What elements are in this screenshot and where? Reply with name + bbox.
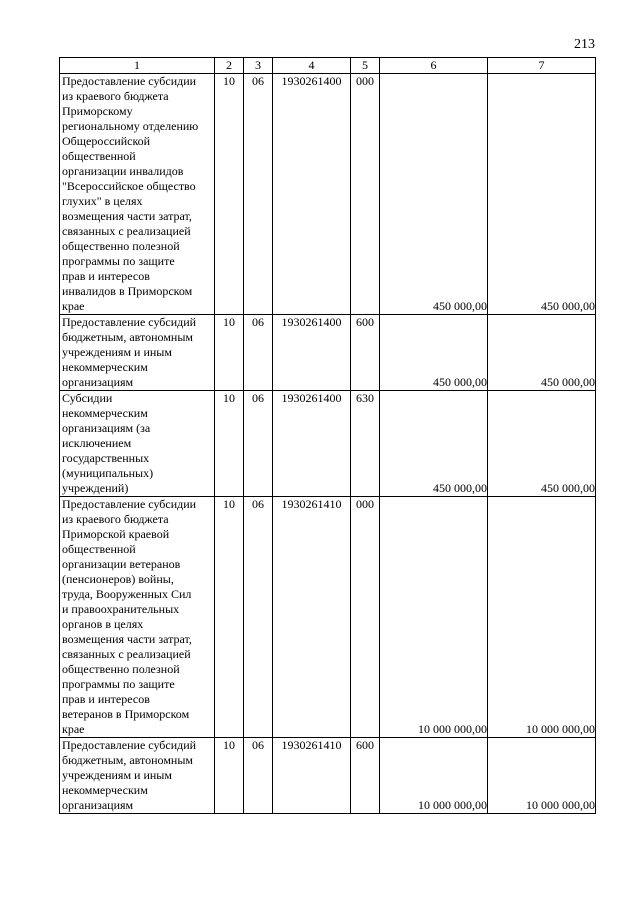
table-body — [60, 74, 596, 814]
expense-type-code: 630 — [351, 391, 380, 497]
description-line: (пенсионеров) войны, — [62, 572, 174, 586]
amount-col-6: 450 000,00 — [380, 315, 488, 391]
description-line: общественно полезной — [62, 239, 180, 253]
description-line: "Всероссийское общество — [62, 179, 196, 193]
description-line: Общероссийской — [62, 134, 151, 148]
description-line: Приморскому — [62, 104, 133, 118]
header-col-7: 7 — [488, 58, 596, 74]
table-row — [60, 74, 596, 315]
header-col-1: 1 — [60, 58, 215, 74]
description-line: из краевого бюджета — [62, 512, 169, 526]
header-col-5: 5 — [351, 58, 380, 74]
amount-col-7: 450 000,00 — [488, 74, 596, 315]
description-line: возмещения части затрат, — [62, 632, 192, 646]
amount-col-7: 10 000 000,00 — [488, 738, 596, 814]
page-number: 213 — [574, 37, 595, 52]
description-line: возмещения части затрат, — [62, 209, 192, 223]
description-line: Предоставление субсидии — [62, 74, 197, 88]
amount-col-6: 450 000,00 — [380, 391, 488, 497]
description-line: организациям (за — [62, 421, 151, 435]
description-line: Предоставление субсидий — [62, 315, 197, 329]
description-line: программы по защите — [62, 254, 175, 268]
description-line: учреждений) — [62, 481, 129, 495]
row-description — [60, 738, 215, 814]
description-line: крае — [62, 722, 85, 736]
target-article-code: 1930261400 — [273, 74, 351, 315]
expense-type-code: 600 — [351, 738, 380, 814]
description-line: общественной — [62, 149, 136, 163]
description-line: государственных — [62, 451, 150, 465]
section-code: 10 — [215, 315, 244, 391]
description-line: инвалидов в Приморском — [62, 284, 193, 298]
table-row — [60, 738, 596, 814]
subsection-code: 06 — [244, 74, 273, 315]
description-line: связанных с реализацией — [62, 647, 191, 661]
description-line: учреждениям и иным — [62, 768, 172, 782]
description-line: организации инвалидов — [62, 164, 184, 178]
description-line: прав и интересов — [62, 269, 150, 283]
table-row — [60, 497, 596, 738]
description-line: прав и интересов — [62, 692, 150, 706]
amount-col-6: 450 000,00 — [380, 74, 488, 315]
target-article-code: 1930261400 — [273, 391, 351, 497]
amount-col-6: 10 000 000,00 — [380, 738, 488, 814]
description-line: некоммерческим — [62, 783, 148, 797]
amount-col-7: 450 000,00 — [488, 315, 596, 391]
description-line: некоммерческим — [62, 406, 148, 420]
expense-type-code: 000 — [351, 497, 380, 738]
amount-col-7: 450 000,00 — [488, 391, 596, 497]
description-line: бюджетным, автономным — [62, 330, 193, 344]
header-col-6: 6 — [380, 58, 488, 74]
amount-col-6: 10 000 000,00 — [380, 497, 488, 738]
row-description — [60, 497, 215, 738]
description-line: Предоставление субсидий — [62, 738, 197, 752]
row-description — [60, 74, 215, 315]
description-line: связанных с реализацией — [62, 224, 191, 238]
description-line: учреждениям и иным — [62, 345, 172, 359]
description-line: органов в целях — [62, 617, 144, 631]
description-line: ветеранов в Приморском — [62, 707, 190, 721]
row-description — [60, 315, 215, 391]
description-line: крае — [62, 299, 85, 313]
description-line: глухих" в целях — [62, 194, 143, 208]
target-article-code: 1930261410 — [273, 497, 351, 738]
subsection-code: 06 — [244, 738, 273, 814]
description-line: общественной — [62, 542, 136, 556]
description-line: организациям — [62, 798, 134, 812]
section-code: 10 — [215, 738, 244, 814]
header-col-3: 3 — [244, 58, 273, 74]
target-article-code: 1930261400 — [273, 315, 351, 391]
description-line: общественно полезной — [62, 662, 180, 676]
description-line: исключением — [62, 436, 132, 450]
description-line: Субсидии — [62, 391, 113, 405]
description-line: Приморской краевой — [62, 527, 170, 541]
expense-type-code: 000 — [351, 74, 380, 315]
subsection-code: 06 — [244, 315, 273, 391]
description-line: организации ветеранов — [62, 557, 181, 571]
description-line: региональному отделению — [62, 119, 199, 133]
target-article-code: 1930261410 — [273, 738, 351, 814]
description-line: (муниципальных) — [62, 466, 154, 480]
table-row — [60, 315, 596, 391]
description-line: некоммерческим — [62, 360, 148, 374]
section-code: 10 — [215, 391, 244, 497]
subsection-code: 06 — [244, 497, 273, 738]
header-col-2: 2 — [215, 58, 244, 74]
subsection-code: 06 — [244, 391, 273, 497]
description-line: бюджетным, автономным — [62, 753, 193, 767]
budget-table — [59, 57, 596, 814]
expense-type-code: 600 — [351, 315, 380, 391]
amount-col-7: 10 000 000,00 — [488, 497, 596, 738]
description-line: программы по защите — [62, 677, 175, 691]
description-line: организациям — [62, 375, 134, 389]
header-row — [60, 58, 596, 74]
description-line: труда, Вооруженных Сил — [62, 587, 192, 601]
description-line: из краевого бюджета — [62, 89, 169, 103]
table-header — [60, 58, 596, 74]
section-code: 10 — [215, 74, 244, 315]
description-line: Предоставление субсидии — [62, 497, 197, 511]
row-description — [60, 391, 215, 497]
section-code: 10 — [215, 497, 244, 738]
description-line: и правоохранительных — [62, 602, 180, 616]
table-row — [60, 391, 596, 497]
header-col-4: 4 — [273, 58, 351, 74]
